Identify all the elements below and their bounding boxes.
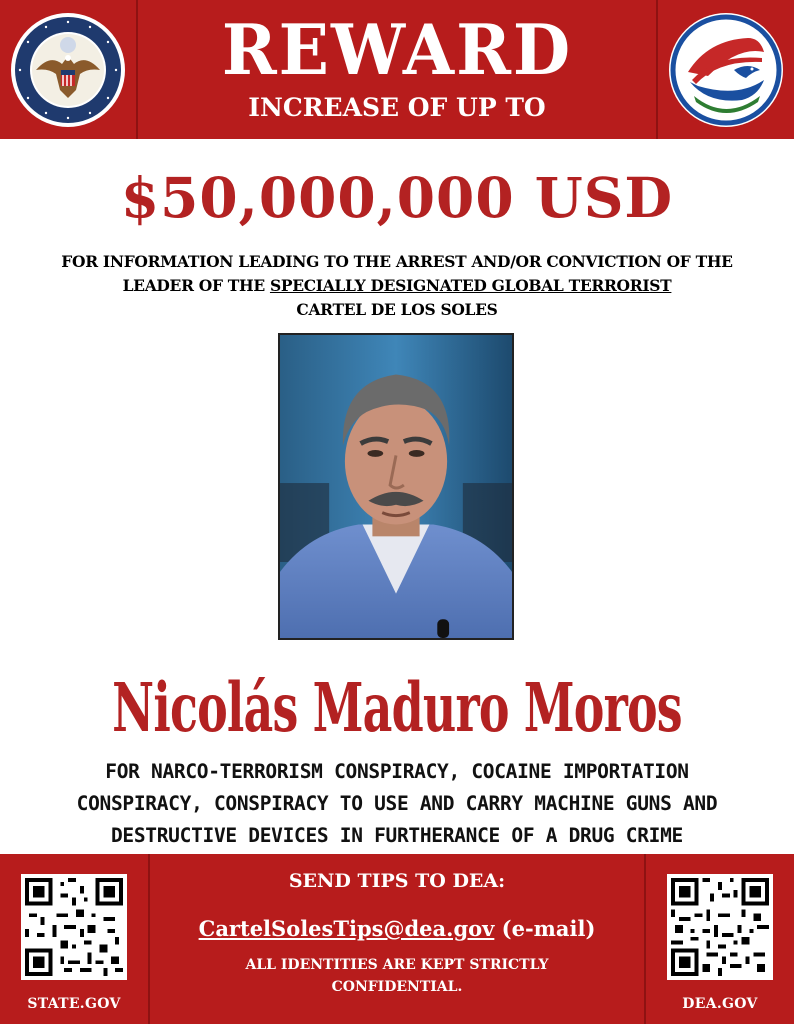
right-qr-cell (646, 854, 794, 1024)
dea-gov-label[interactable]: DEA.GOV (682, 996, 758, 1012)
reward-subtitle: INCREASE OF UP TO (248, 92, 546, 122)
header-title-cell (136, 0, 658, 139)
right-seal-cell (658, 0, 794, 139)
state-gov-label[interactable]: STATE.GOV (27, 996, 121, 1012)
suspect-name: Nicolás Maduro Moros (112, 668, 682, 748)
qr-code-icon (671, 878, 769, 976)
charges-line-2: CONSPIRACY, CONSPIRACY TO USE AND CARRY MACHINE GUNS AND (76, 792, 718, 815)
description-line-2 (20, 274, 774, 298)
suspect-photo (278, 333, 514, 640)
left-qr-cell (0, 854, 148, 1024)
department-of-state-seal-icon (10, 12, 126, 128)
charges-line-1: FOR NARCO-TERRORISM CONSPIRACY, COCAINE IMPORTATION (105, 760, 689, 783)
charges-text (20, 756, 774, 852)
reward-description (20, 250, 774, 322)
reward-title: REWARD (221, 8, 573, 91)
dea-seal-icon (668, 12, 784, 128)
tips-title: SEND TIPS TO DEA: (288, 870, 506, 892)
footer-banner (0, 854, 794, 1024)
header-banner (0, 0, 794, 139)
reward-amount: $50,000,000 USD (120, 165, 674, 230)
confidentiality-note: ALL IDENTITIES ARE KEPT STRICTLY CONFIDENTIAL. (245, 957, 549, 995)
tips-email-line (199, 914, 596, 944)
tips-cell (148, 854, 646, 1024)
designation-underlined: SPECIALLY DESIGNATED GLOBAL TERRORIST (269, 276, 672, 295)
description-line-2-prefix: LEADER OF THE (122, 276, 270, 295)
tips-email-link[interactable]: CartelSolesTips@dea.gov (198, 916, 495, 941)
description-line-3: CARTEL DE LOS SOLES (296, 300, 498, 319)
suspect-portrait-icon (280, 335, 512, 638)
charges-line-3: DESTRUCTIVE DEVICES IN FURTHERANCE OF A DRUG CRIME (110, 824, 683, 847)
dea-qr-code[interactable] (667, 874, 773, 980)
tips-email-suffix: (e-mail) (494, 916, 596, 941)
state-qr-code[interactable] (21, 874, 127, 980)
description-line-1: FOR INFORMATION LEADING TO THE ARREST AND/OR CONVICTION OF THE (61, 252, 733, 271)
left-seal-cell (0, 0, 136, 139)
qr-code-icon (25, 878, 123, 976)
